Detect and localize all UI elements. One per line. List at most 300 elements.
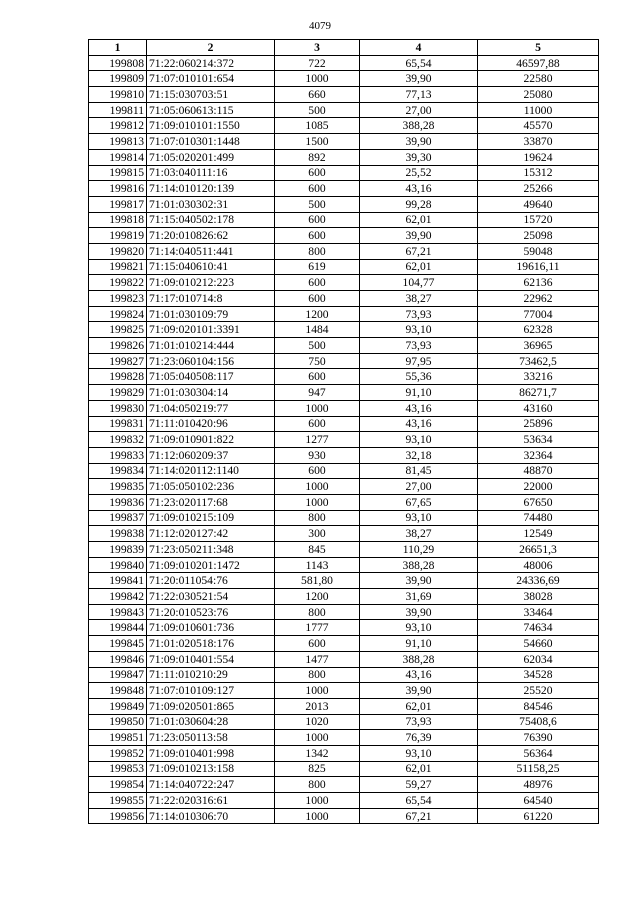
rate-cell: 27,00 <box>360 102 478 118</box>
cadastral-number-cell: 71:01:030604:28 <box>147 714 275 730</box>
row-number-cell: 199812 <box>89 118 147 134</box>
row-number-cell: 199826 <box>89 338 147 354</box>
value-cell: 59048 <box>478 243 599 259</box>
table-row <box>89 447 599 463</box>
table-row <box>89 761 599 777</box>
cadastral-number-cell: 71:09:010201:1472 <box>147 557 275 573</box>
rate-cell: 91,10 <box>360 636 478 652</box>
area-cell: 2013 <box>275 698 360 714</box>
area-cell: 1000 <box>275 683 360 699</box>
rate-cell: 388,28 <box>360 651 478 667</box>
area-cell: 1085 <box>275 118 360 134</box>
cadastral-number-cell: 71:09:010213:158 <box>147 761 275 777</box>
cadastral-number-cell: 71:20:011054:76 <box>147 573 275 589</box>
rate-cell: 38,27 <box>360 291 478 307</box>
value-cell: 34528 <box>478 667 599 683</box>
cadastral-number-cell: 71:09:010215:109 <box>147 510 275 526</box>
cadastral-number-cell: 71:09:010401:998 <box>147 745 275 761</box>
table-row <box>89 416 599 432</box>
row-number-cell: 199822 <box>89 275 147 291</box>
row-number-cell: 199831 <box>89 416 147 432</box>
table-row <box>89 808 599 824</box>
row-number-cell: 199820 <box>89 243 147 259</box>
rate-cell: 43,16 <box>360 400 478 416</box>
cadastral-number-cell: 71:09:010901:822 <box>147 432 275 448</box>
row-number-cell: 199846 <box>89 651 147 667</box>
value-cell: 19624 <box>478 149 599 165</box>
table-row <box>89 479 599 495</box>
row-number-cell: 199841 <box>89 573 147 589</box>
table-row <box>89 526 599 542</box>
cadastral-number-cell: 71:09:020101:3391 <box>147 322 275 338</box>
rate-cell: 67,21 <box>360 808 478 824</box>
cadastral-number-cell: 71:09:010401:554 <box>147 651 275 667</box>
value-cell: 22000 <box>478 479 599 495</box>
rate-cell: 39,90 <box>360 134 478 150</box>
rate-cell: 99,28 <box>360 196 478 212</box>
rate-cell: 73,93 <box>360 714 478 730</box>
area-cell: 600 <box>275 165 360 181</box>
value-cell: 26651,3 <box>478 542 599 558</box>
cadastral-number-cell: 71:07:010301:1448 <box>147 134 275 150</box>
area-cell: 660 <box>275 87 360 103</box>
table-row <box>89 322 599 338</box>
table-row <box>89 494 599 510</box>
cadastral-number-cell: 71:05:050102:236 <box>147 479 275 495</box>
cadastral-number-cell: 71:23:020117:68 <box>147 494 275 510</box>
row-number-cell: 199833 <box>89 447 147 463</box>
cadastral-number-cell: 71:20:010523:76 <box>147 604 275 620</box>
table-row <box>89 165 599 181</box>
rate-cell: 81,45 <box>360 463 478 479</box>
value-cell: 36965 <box>478 338 599 354</box>
value-cell: 62136 <box>478 275 599 291</box>
cadastral-number-cell: 71:04:050219:77 <box>147 400 275 416</box>
table-row <box>89 636 599 652</box>
row-number-cell: 199809 <box>89 71 147 87</box>
row-number-cell: 199830 <box>89 400 147 416</box>
cadastral-number-cell: 71:05:060613:115 <box>147 102 275 118</box>
value-cell: 76390 <box>478 730 599 746</box>
area-cell: 947 <box>275 385 360 401</box>
table-row <box>89 542 599 558</box>
value-cell: 32364 <box>478 447 599 463</box>
column-header: 1 <box>89 40 147 56</box>
row-number-cell: 199819 <box>89 228 147 244</box>
row-number-cell: 199810 <box>89 87 147 103</box>
value-cell: 24336,69 <box>478 573 599 589</box>
value-cell: 48870 <box>478 463 599 479</box>
cadastral-number-cell: 71:22:030521:54 <box>147 589 275 605</box>
area-cell: 1777 <box>275 620 360 636</box>
row-number-cell: 199845 <box>89 636 147 652</box>
rate-cell: 31,69 <box>360 589 478 605</box>
value-cell: 51158,25 <box>478 761 599 777</box>
table-row <box>89 557 599 573</box>
value-cell: 25520 <box>478 683 599 699</box>
cadastral-number-cell: 71:23:050113:58 <box>147 730 275 746</box>
value-cell: 25098 <box>478 228 599 244</box>
table-row <box>89 369 599 385</box>
rate-cell: 43,16 <box>360 667 478 683</box>
value-cell: 25896 <box>478 416 599 432</box>
value-cell: 62034 <box>478 651 599 667</box>
rate-cell: 67,21 <box>360 243 478 259</box>
cadastral-number-cell: 71:22:060214:372 <box>147 55 275 71</box>
table-row <box>89 400 599 416</box>
area-cell: 1000 <box>275 793 360 809</box>
rate-cell: 93,10 <box>360 745 478 761</box>
area-cell: 1000 <box>275 494 360 510</box>
row-number-cell: 199855 <box>89 793 147 809</box>
table-row <box>89 259 599 275</box>
area-cell: 500 <box>275 196 360 212</box>
cadastral-number-cell: 71:15:040610:41 <box>147 259 275 275</box>
value-cell: 64540 <box>478 793 599 809</box>
table-row <box>89 793 599 809</box>
table-body <box>89 55 599 824</box>
cadastral-number-cell: 71:14:010306:70 <box>147 808 275 824</box>
cadastral-number-cell: 71:01:020518:176 <box>147 636 275 652</box>
value-cell: 48006 <box>478 557 599 573</box>
rate-cell: 62,01 <box>360 761 478 777</box>
table-row <box>89 604 599 620</box>
row-number-cell: 199825 <box>89 322 147 338</box>
row-number-cell: 199842 <box>89 589 147 605</box>
value-cell: 62328 <box>478 322 599 338</box>
value-cell: 77004 <box>478 306 599 322</box>
table-row <box>89 745 599 761</box>
table-row <box>89 181 599 197</box>
rate-cell: 91,10 <box>360 385 478 401</box>
cadastral-number-cell: 71:07:010109:127 <box>147 683 275 699</box>
area-cell: 600 <box>275 181 360 197</box>
area-cell: 500 <box>275 338 360 354</box>
row-number-cell: 199843 <box>89 604 147 620</box>
rate-cell: 62,01 <box>360 212 478 228</box>
table-row <box>89 212 599 228</box>
row-number-cell: 199847 <box>89 667 147 683</box>
rate-cell: 67,65 <box>360 494 478 510</box>
area-cell: 300 <box>275 526 360 542</box>
rate-cell: 32,18 <box>360 447 478 463</box>
cadastral-number-cell: 71:09:010601:736 <box>147 620 275 636</box>
cadastral-number-cell: 71:22:020316:61 <box>147 793 275 809</box>
table-row <box>89 573 599 589</box>
cadastral-number-cell: 71:12:060209:37 <box>147 447 275 463</box>
value-cell: 49640 <box>478 196 599 212</box>
value-cell: 15720 <box>478 212 599 228</box>
cadastral-number-cell: 71:14:010120:139 <box>147 181 275 197</box>
row-number-cell: 199853 <box>89 761 147 777</box>
area-cell: 1500 <box>275 134 360 150</box>
area-cell: 930 <box>275 447 360 463</box>
row-number-cell: 199838 <box>89 526 147 542</box>
area-cell: 600 <box>275 636 360 652</box>
rate-cell: 93,10 <box>360 510 478 526</box>
area-cell: 1200 <box>275 306 360 322</box>
row-number-cell: 199849 <box>89 698 147 714</box>
area-cell: 619 <box>275 259 360 275</box>
row-number-cell: 199828 <box>89 369 147 385</box>
row-number-cell: 199848 <box>89 683 147 699</box>
table-row <box>89 510 599 526</box>
rate-cell: 39,30 <box>360 149 478 165</box>
area-cell: 1277 <box>275 432 360 448</box>
value-cell: 74634 <box>478 620 599 636</box>
rate-cell: 65,54 <box>360 55 478 71</box>
table-row <box>89 353 599 369</box>
table-row <box>89 118 599 134</box>
rate-cell: 93,10 <box>360 432 478 448</box>
rate-cell: 38,27 <box>360 526 478 542</box>
row-number-cell: 199829 <box>89 385 147 401</box>
cadastral-number-cell: 71:14:040511:441 <box>147 243 275 259</box>
value-cell: 12549 <box>478 526 599 542</box>
table-row <box>89 620 599 636</box>
row-number-cell: 199851 <box>89 730 147 746</box>
rate-cell: 93,10 <box>360 322 478 338</box>
cadastral-number-cell: 71:23:060104:156 <box>147 353 275 369</box>
row-number-cell: 199854 <box>89 777 147 793</box>
value-cell: 43160 <box>478 400 599 416</box>
area-cell: 600 <box>275 212 360 228</box>
area-cell: 600 <box>275 228 360 244</box>
cadastral-number-cell: 71:07:010101:654 <box>147 71 275 87</box>
cadastral-number-cell: 71:09:010101:1550 <box>147 118 275 134</box>
rate-cell: 39,90 <box>360 683 478 699</box>
table-row <box>89 698 599 714</box>
cadastral-number-cell: 71:01:030109:79 <box>147 306 275 322</box>
row-number-cell: 199823 <box>89 291 147 307</box>
rate-cell: 27,00 <box>360 479 478 495</box>
cadastral-number-cell: 71:01:030302:31 <box>147 196 275 212</box>
rate-cell: 25,52 <box>360 165 478 181</box>
table-row <box>89 291 599 307</box>
cadastral-number-cell: 71:01:010214:444 <box>147 338 275 354</box>
area-cell: 1200 <box>275 589 360 605</box>
cadastral-number-cell: 71:11:010210:29 <box>147 667 275 683</box>
header-row <box>89 40 599 56</box>
area-cell: 825 <box>275 761 360 777</box>
table-row <box>89 432 599 448</box>
table-row <box>89 338 599 354</box>
table-row <box>89 589 599 605</box>
column-header: 2 <box>147 40 275 56</box>
value-cell: 54660 <box>478 636 599 652</box>
row-number-cell: 199814 <box>89 149 147 165</box>
rate-cell: 77,13 <box>360 87 478 103</box>
column-header: 3 <box>275 40 360 56</box>
value-cell: 48976 <box>478 777 599 793</box>
area-cell: 1000 <box>275 400 360 416</box>
row-number-cell: 199837 <box>89 510 147 526</box>
table-row <box>89 243 599 259</box>
rate-cell: 104,77 <box>360 275 478 291</box>
area-cell: 750 <box>275 353 360 369</box>
value-cell: 73462,5 <box>478 353 599 369</box>
table-row <box>89 87 599 103</box>
area-cell: 1000 <box>275 808 360 824</box>
row-number-cell: 199813 <box>89 134 147 150</box>
area-cell: 600 <box>275 416 360 432</box>
row-number-cell: 199836 <box>89 494 147 510</box>
rate-cell: 43,16 <box>360 416 478 432</box>
value-cell: 38028 <box>478 589 599 605</box>
area-cell: 500 <box>275 102 360 118</box>
cadastral-number-cell: 71:15:040502:178 <box>147 212 275 228</box>
row-number-cell: 199817 <box>89 196 147 212</box>
cadastral-number-cell: 71:17:010714:8 <box>147 291 275 307</box>
table-row <box>89 71 599 87</box>
value-cell: 67650 <box>478 494 599 510</box>
area-cell: 722 <box>275 55 360 71</box>
value-cell: 33216 <box>478 369 599 385</box>
cadastral-number-cell: 71:05:020201:499 <box>147 149 275 165</box>
area-cell: 600 <box>275 275 360 291</box>
rate-cell: 65,54 <box>360 793 478 809</box>
table-row <box>89 149 599 165</box>
cadastral-number-cell: 71:14:040722:247 <box>147 777 275 793</box>
value-cell: 11000 <box>478 102 599 118</box>
area-cell: 600 <box>275 291 360 307</box>
rate-cell: 62,01 <box>360 698 478 714</box>
row-number-cell: 199827 <box>89 353 147 369</box>
table-row <box>89 777 599 793</box>
area-cell: 800 <box>275 510 360 526</box>
area-cell: 845 <box>275 542 360 558</box>
area-cell: 892 <box>275 149 360 165</box>
value-cell: 45570 <box>478 118 599 134</box>
value-cell: 84546 <box>478 698 599 714</box>
value-cell: 86271,7 <box>478 385 599 401</box>
row-number-cell: 199835 <box>89 479 147 495</box>
table-row <box>89 651 599 667</box>
area-cell: 600 <box>275 463 360 479</box>
rate-cell: 62,01 <box>360 259 478 275</box>
rate-cell: 388,28 <box>360 118 478 134</box>
rate-cell: 97,95 <box>360 353 478 369</box>
rate-cell: 73,93 <box>360 306 478 322</box>
row-number-cell: 199808 <box>89 55 147 71</box>
rate-cell: 39,90 <box>360 228 478 244</box>
row-number-cell: 199852 <box>89 745 147 761</box>
table-row <box>89 55 599 71</box>
row-number-cell: 199839 <box>89 542 147 558</box>
cadastral-number-cell: 71:23:050211:348 <box>147 542 275 558</box>
rate-cell: 39,90 <box>360 573 478 589</box>
value-cell: 56364 <box>478 745 599 761</box>
value-cell: 15312 <box>478 165 599 181</box>
cadastral-number-cell: 71:20:010826:62 <box>147 228 275 244</box>
area-cell: 1484 <box>275 322 360 338</box>
row-number-cell: 199844 <box>89 620 147 636</box>
value-cell: 25266 <box>478 181 599 197</box>
rate-cell: 39,90 <box>360 71 478 87</box>
area-cell: 1000 <box>275 479 360 495</box>
rate-cell: 93,10 <box>360 620 478 636</box>
value-cell: 19616,11 <box>478 259 599 275</box>
rate-cell: 39,90 <box>360 604 478 620</box>
row-number-cell: 199821 <box>89 259 147 275</box>
rate-cell: 388,28 <box>360 557 478 573</box>
cadastral-number-cell: 71:01:030304:14 <box>147 385 275 401</box>
value-cell: 33870 <box>478 134 599 150</box>
column-header: 4 <box>360 40 478 56</box>
table-row <box>89 683 599 699</box>
area-cell: 800 <box>275 243 360 259</box>
cadastral-number-cell: 71:12:020127:42 <box>147 526 275 542</box>
rate-cell: 55,36 <box>360 369 478 385</box>
area-cell: 581,80 <box>275 573 360 589</box>
row-number-cell: 199850 <box>89 714 147 730</box>
area-cell: 1143 <box>275 557 360 573</box>
table-row <box>89 463 599 479</box>
area-cell: 1477 <box>275 651 360 667</box>
table-row <box>89 275 599 291</box>
row-number-cell: 199832 <box>89 432 147 448</box>
area-cell: 1000 <box>275 71 360 87</box>
table-row <box>89 730 599 746</box>
table-row <box>89 667 599 683</box>
table-row <box>89 102 599 118</box>
value-cell: 53634 <box>478 432 599 448</box>
area-cell: 800 <box>275 604 360 620</box>
rate-cell: 110,29 <box>360 542 478 558</box>
rate-cell: 73,93 <box>360 338 478 354</box>
row-number-cell: 199840 <box>89 557 147 573</box>
area-cell: 800 <box>275 777 360 793</box>
row-number-cell: 199818 <box>89 212 147 228</box>
row-number-cell: 199811 <box>89 102 147 118</box>
table-row <box>89 714 599 730</box>
value-cell: 75408,6 <box>478 714 599 730</box>
row-number-cell: 199834 <box>89 463 147 479</box>
area-cell: 1342 <box>275 745 360 761</box>
area-cell: 800 <box>275 667 360 683</box>
rate-cell: 43,16 <box>360 181 478 197</box>
cadastral-number-cell: 71:09:010212:223 <box>147 275 275 291</box>
page-number: 4079 <box>309 20 331 32</box>
table-row <box>89 306 599 322</box>
cadastral-number-cell: 71:14:020112:1140 <box>147 463 275 479</box>
value-cell: 74480 <box>478 510 599 526</box>
area-cell: 1020 <box>275 714 360 730</box>
value-cell: 22962 <box>478 291 599 307</box>
column-header: 5 <box>478 40 599 56</box>
area-cell: 1000 <box>275 730 360 746</box>
cadastral-number-cell: 71:15:030703:51 <box>147 87 275 103</box>
table-row <box>89 385 599 401</box>
row-number-cell: 199824 <box>89 306 147 322</box>
area-cell: 600 <box>275 369 360 385</box>
data-table <box>88 39 599 824</box>
value-cell: 46597,88 <box>478 55 599 71</box>
row-number-cell: 199816 <box>89 181 147 197</box>
rate-cell: 76,39 <box>360 730 478 746</box>
cadastral-number-cell: 71:05:040508:117 <box>147 369 275 385</box>
value-cell: 22580 <box>478 71 599 87</box>
cadastral-number-cell: 71:09:020501:865 <box>147 698 275 714</box>
table-row <box>89 134 599 150</box>
table-row <box>89 228 599 244</box>
value-cell: 61220 <box>478 808 599 824</box>
cadastral-number-cell: 71:11:010420:96 <box>147 416 275 432</box>
value-cell: 25080 <box>478 87 599 103</box>
row-number-cell: 199815 <box>89 165 147 181</box>
value-cell: 33464 <box>478 604 599 620</box>
cadastral-number-cell: 71:03:040111:16 <box>147 165 275 181</box>
